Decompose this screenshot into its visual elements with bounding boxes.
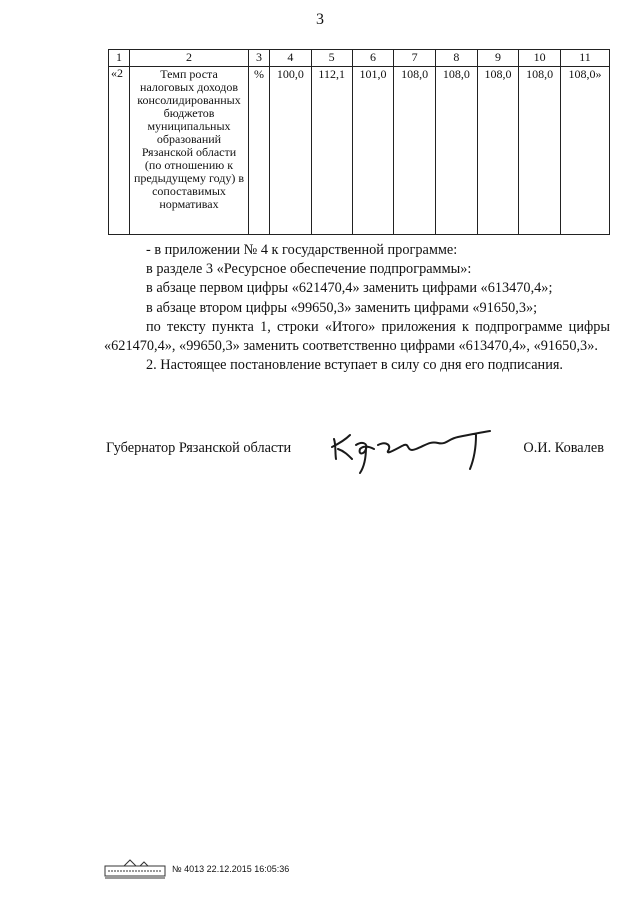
header-cell: 10 — [519, 50, 561, 67]
signatory-name: О.И. Ковалев — [523, 440, 604, 456]
paragraph: в абзаце первом цифры «621470,4» заменить цифрами «613470,4»; — [146, 280, 553, 297]
header-cell: 1 — [109, 50, 130, 67]
handwritten-signature-icon — [326, 425, 496, 475]
row-id-cell: «2 — [109, 67, 130, 235]
header-cell: 3 — [249, 50, 270, 67]
page-number: 3 — [316, 11, 324, 28]
row-value-cell: 108,0 — [394, 67, 436, 235]
indicator-table — [108, 49, 610, 235]
table-header-row — [109, 50, 610, 67]
row-value-cell: 100,0 — [270, 67, 312, 235]
document-stamp-icon — [104, 858, 166, 880]
row-value-cell: 108,0 — [436, 67, 478, 235]
table-row — [109, 67, 610, 235]
registration-number: № 4013 22.12.2015 16:05:36 — [172, 864, 290, 874]
paragraph: 2. Настоящее постановление вступает в силу со дня его подписания. — [146, 357, 563, 374]
row-description-cell: Темп роста налоговых доходов консолидированных бюджетов муниципальных образований Рязанской области (по отношению к предыдущему году) в сопоставимых нормативах — [130, 67, 249, 235]
signatory-position: Губернатор Рязанской области — [106, 440, 292, 456]
row-value-cell: 101,0 — [352, 67, 394, 235]
row-value-cell: 112,1 — [311, 67, 352, 235]
paragraph: в разделе 3 «Ресурсное обеспечение подпрограммы»: — [146, 261, 472, 278]
header-cell: 6 — [352, 50, 394, 67]
header-cell: 5 — [311, 50, 352, 67]
header-cell: 8 — [436, 50, 478, 67]
paragraph: по тексту пункта 1, строки «Итого» приложения к подпрограмме цифры «621470,4», «99650,3» заменить соответственно цифрами «613470,4», «91650,3». — [104, 318, 610, 355]
header-cell: 4 — [270, 50, 312, 67]
paragraph: - в приложении № 4 к государственной программе: — [146, 242, 458, 258]
row-value-cell: 108,0 — [519, 67, 561, 235]
row-value-cell: 108,0 — [477, 67, 519, 235]
header-cell: 7 — [394, 50, 436, 67]
row-unit-cell: % — [249, 67, 270, 235]
row-value-cell: 108,0» — [561, 67, 610, 235]
header-cell: 9 — [477, 50, 519, 67]
body-text — [104, 241, 610, 375]
header-cell: 11 — [561, 50, 610, 67]
header-cell: 2 — [130, 50, 249, 67]
paragraph: в абзаце втором цифры «99650,3» заменить цифрами «91650,3»; — [146, 299, 538, 316]
registration-footer — [104, 858, 289, 880]
